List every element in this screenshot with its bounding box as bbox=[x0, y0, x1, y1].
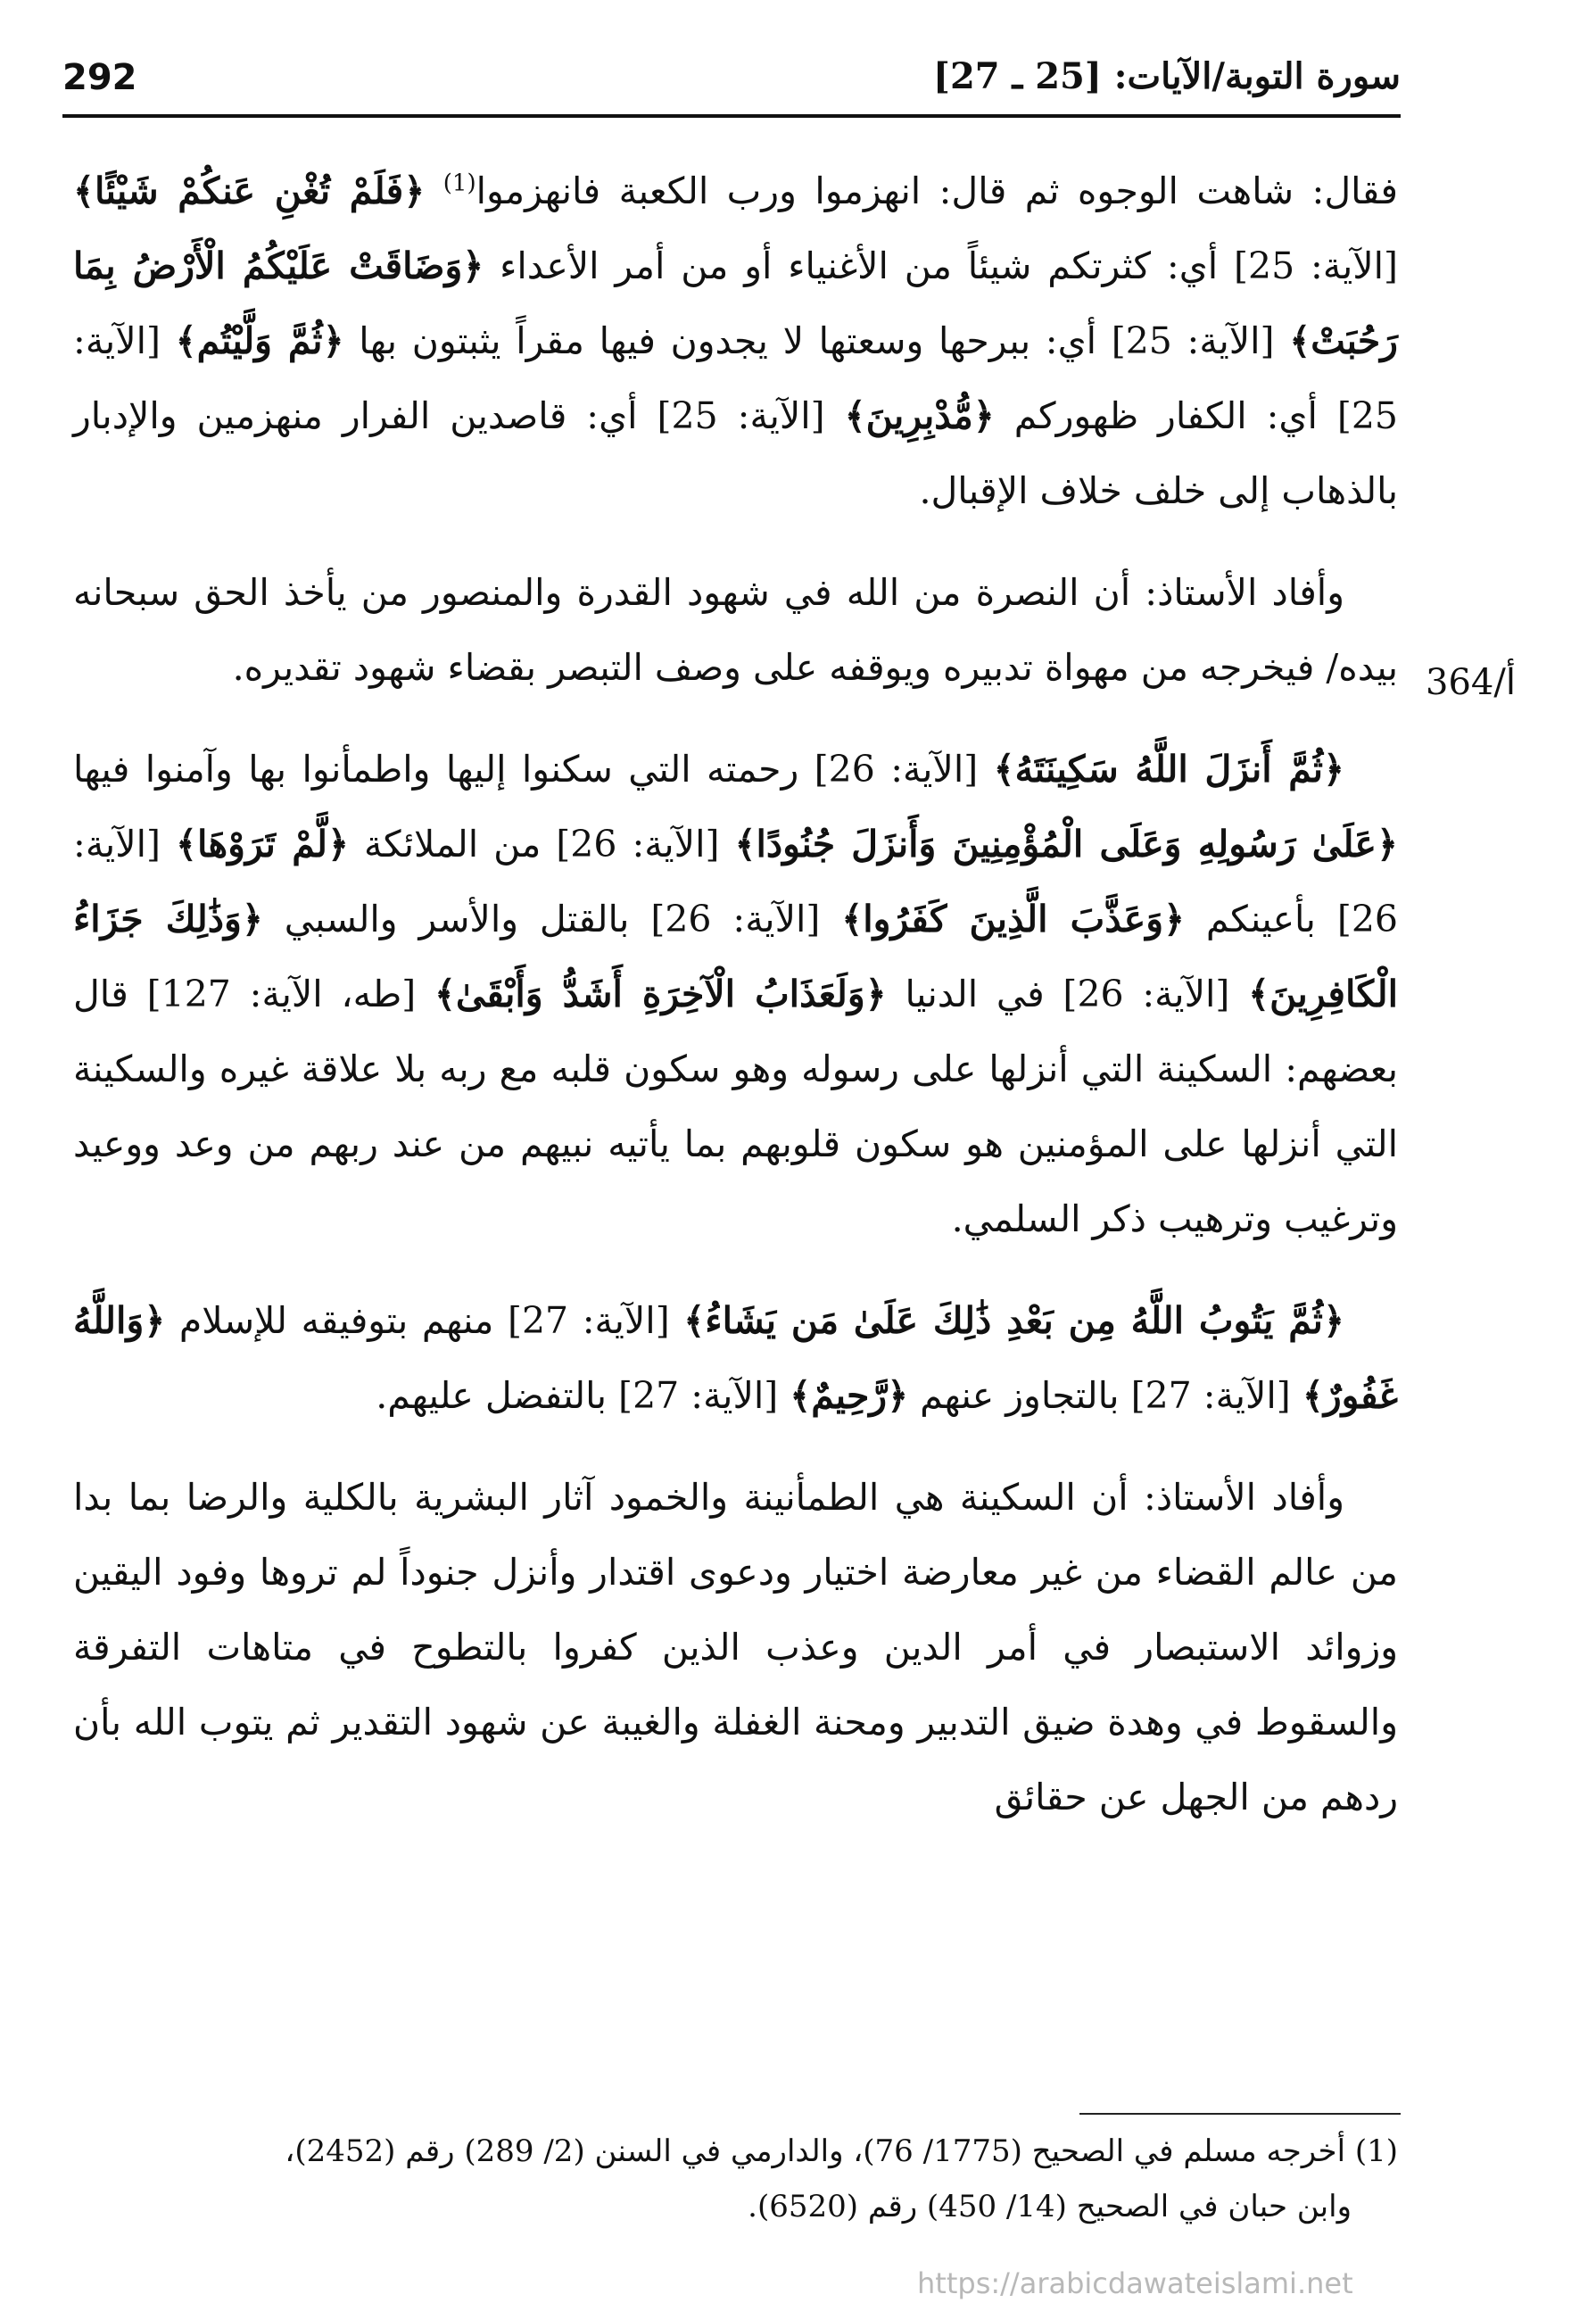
footnote-divider bbox=[1079, 2113, 1401, 2115]
watermark-url[interactable]: https://arabicdawateislami.net bbox=[917, 2266, 1353, 2300]
quran-quote: ﴿رَّحِيمٌ﴾ bbox=[790, 1374, 909, 1417]
text-run: [الآية: 26] بالقتل والأسر والسبي bbox=[262, 898, 842, 940]
main-text bbox=[73, 153, 1398, 1861]
text-run: [الآية: 25] أي: قاصدين الفرار منهزمين والإدبار بالذهاب إلى خلف خلاف الإقبال. bbox=[73, 394, 1398, 512]
quran-quote: ﴿ثُمَّ يَتُوبُ اللَّهُ مِن بَعْدِ ذَٰلِكَ عَلَىٰ مَن يَشَاءُ﴾ bbox=[683, 1299, 1344, 1342]
paragraph bbox=[73, 1460, 1398, 1835]
paragraph bbox=[73, 555, 1398, 705]
paragraph bbox=[73, 153, 1398, 528]
manuscript-folio-note: 364/أ bbox=[1426, 662, 1516, 703]
text-run: وأفاد الأستاذ: أن النصرة من الله في شهود القدرة والمنصور من يأخذ الحق سبحانه بيده/ فيخرجه من مهواة تدبيره ويوقفه على وصف التبصر بقضاء شهود تقديره. bbox=[73, 571, 1398, 689]
text-run: [الآية: 25] أي: الكفار ظهوركم bbox=[73, 319, 1398, 437]
quran-quote: ﴿فَلَمْ تُغْنِ عَنكُمْ شَيْئًا﴾ bbox=[73, 170, 426, 212]
quran-quote: ﴿مُّدْبِرِينَ﴾ bbox=[844, 394, 995, 437]
footnote-1-line-2: وابن حبان في الصحيح (14/ 450) رقم (6520). bbox=[748, 2189, 1352, 2224]
footnotes bbox=[73, 2124, 1398, 2234]
text-run: [الآية: 27] بالتجاوز عنهم bbox=[908, 1374, 1302, 1417]
quran-quote: ﴿وَعَذَّبَ الَّذِينَ كَفَرُوا﴾ bbox=[841, 898, 1186, 940]
text-run: [الآية: 26] بأعينكم bbox=[73, 823, 1399, 940]
text-run: [الآية: 27] بالتفضل عليهم. bbox=[376, 1374, 790, 1417]
quran-quote: ﴿وَذَٰلِكَ جَزَاءُ الْكَافِرِينَ﴾ bbox=[73, 898, 1399, 1015]
quran-quote: ﴿وَلَعَذَابُ الْآخِرَةِ أَشَدُّ وَأَبْقَىٰ﴾ bbox=[434, 973, 887, 1015]
text-run: [الآية: 27] منهم بتوفيقه للإسلام bbox=[165, 1299, 684, 1342]
text-run: وأفاد الأستاذ: أن السكينة هي الطمأنينة والخمود آثار البشرية بالكلية والرضا بما بدا من عالم القضاء من غير معارضة اختيار ودعوى اقتدار وأنزل جنوداً لم تروها وفود اليقين وزوائد الاستبصار في أمر الدين وعذب الذين كفروا بالتطوح في متاهات التفرقة والسقوط في وهدة ضيق التدبير ومحنة الغفلة والغيبة عن شهود التقدير ثم يتوب الله بأن ردهم من الجهل عن حقائق bbox=[73, 1476, 1398, 1818]
paragraph bbox=[73, 732, 1398, 1256]
text-run bbox=[425, 170, 442, 212]
quran-quote: ﴿لَّمْ تَرَوْهَا﴾ bbox=[175, 823, 350, 866]
text-run: [الآية: 26] من الملائكة bbox=[349, 823, 735, 866]
running-header bbox=[62, 52, 1401, 118]
text-run: [الآية: 26] رحمته التي سكنوا إليها واطمأنوا بها وآمنوا فيها bbox=[73, 748, 994, 791]
text-run: [الآية: 25] أي: ببرحها وسعتها لا يجدون فيها مقراً يثبتون بها bbox=[343, 319, 1290, 362]
quran-quote: ﴿وَاللَّهُ غَفُورٌ﴾ bbox=[73, 1299, 1398, 1417]
quran-quote: ﴿وَضَاقَتْ عَلَيْكُمُ الْأَرْضُ بِمَا رَحُبَتْ﴾ bbox=[73, 244, 1398, 362]
quran-quote: ﴿ثُمَّ وَلَّيْتُم﴾ bbox=[175, 319, 344, 362]
text-run: [طه، الآية: 127] قال بعضهم: السكينة التي أنزلها على رسوله وهو سكون قلبه مع ربه بلا علاقة غيره والسكينة التي أنزلها على المؤمنين هو سكون قلوبهم بما يأتيه نبيهم من عند ربهم من وعد ووعيد وترغيب وترهيب ذكر السلمي. bbox=[73, 973, 1398, 1240]
footnote-1-line-1: (1) أخرجه مسلم في الصحيح (1775/ 76)، والدارمي في السنن (2/ 289) رقم (2452)، bbox=[285, 2133, 1398, 2169]
footnote-marker: (1) bbox=[442, 170, 476, 197]
quran-quote: ﴿ثُمَّ أَنزَلَ اللَّهُ سَكِينَتَهُ﴾ bbox=[993, 748, 1345, 791]
text-run: [الآية: 25] أي: كثرتكم شيئاً من الأغنياء أو من أمر الأعداء bbox=[484, 244, 1398, 287]
quran-quote: ﴿عَلَىٰ رَسُولِهِ وَعَلَى الْمُؤْمِنِينَ وَأَنزَلَ جُنُودًا﴾ bbox=[734, 823, 1399, 866]
paragraph bbox=[73, 1283, 1398, 1433]
page-number: 292 bbox=[62, 57, 137, 98]
text-run: [الآية: 26] في الدنيا bbox=[886, 973, 1249, 1015]
text-run: فقال: شاهت الوجوه ثم قال: انهزموا ورب الكعبة فانهزموا bbox=[475, 170, 1398, 212]
running-title: سورة التوبة/الآيات: [25 ـ 27] bbox=[933, 55, 1401, 97]
